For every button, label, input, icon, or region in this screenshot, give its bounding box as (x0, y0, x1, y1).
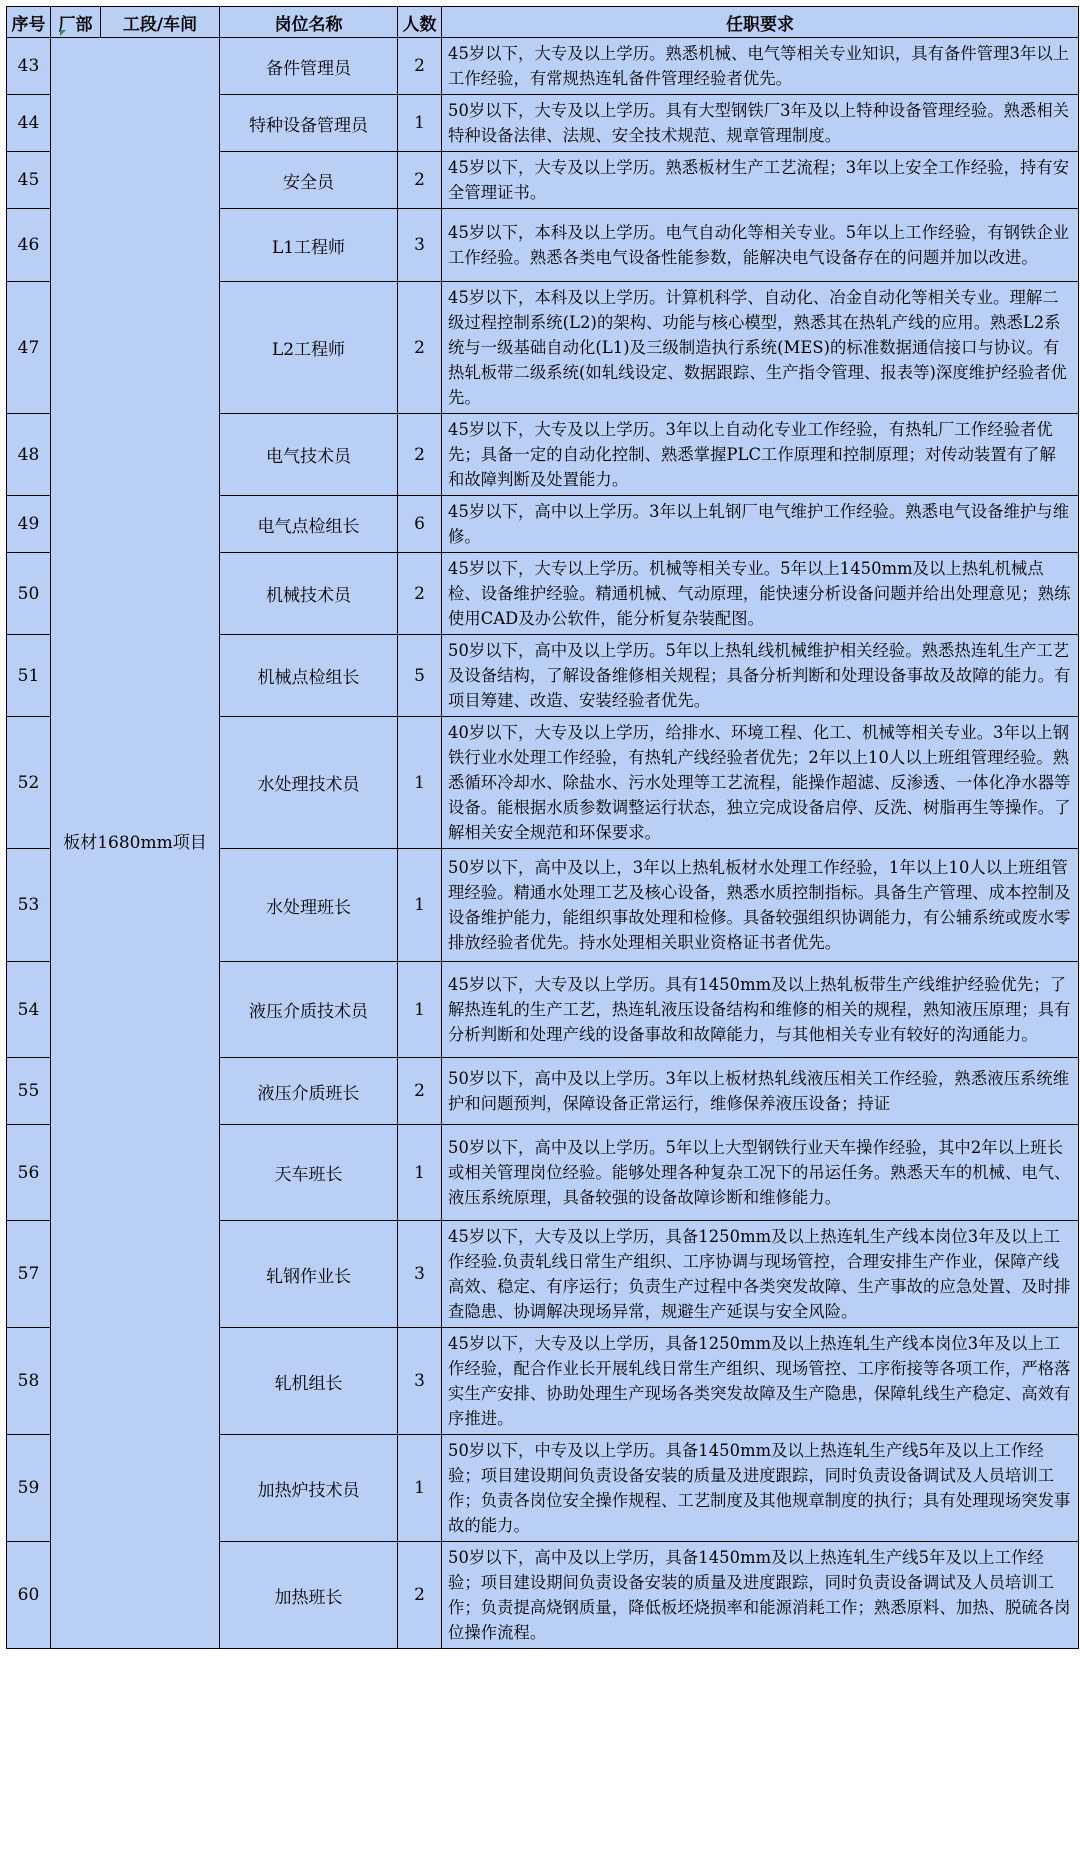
row-number: 43 (7, 38, 51, 95)
row-number: 51 (7, 635, 51, 717)
headcount: 2 (398, 414, 442, 496)
row-number: 49 (7, 496, 51, 553)
position-name: 天车班长 (220, 1125, 398, 1221)
job-requirement: 45岁以下，大专以上学历。机械等相关专业。5年以上1450mm及以上热轧机械点检、设备维护经验。精通机械、气动原理，能快速分析设备问题并给出处理意见；熟练使用CAD及办公软件，能分析复杂装配图。 (442, 553, 1079, 635)
headcount: 1 (398, 95, 442, 152)
row-number: 56 (7, 1125, 51, 1221)
job-requirement: 45岁以下，大专及以上学历。3年以上自动化专业工作经验，有热轧厂工作经验者优先；具备一定的自动化控制、熟悉掌握PLC工作原理和控制原理；对传动装置有了解和故障判断及处置能力。 (442, 414, 1079, 496)
headcount: 5 (398, 635, 442, 717)
row-number: 52 (7, 717, 51, 849)
position-name: 加热炉技术员 (220, 1435, 398, 1542)
row-number: 50 (7, 553, 51, 635)
row-number: 55 (7, 1058, 51, 1125)
row-number: 58 (7, 1328, 51, 1435)
headcount: 2 (398, 152, 442, 209)
header-count: 人数 (398, 7, 442, 38)
row-number: 59 (7, 1435, 51, 1542)
headcount: 1 (398, 717, 442, 849)
headcount: 2 (398, 38, 442, 95)
row-number: 54 (7, 962, 51, 1058)
header-row (7, 7, 1079, 38)
table-row (7, 38, 1079, 95)
job-requirement: 45岁以下，大专及以上学历。具有1450mm及以上热轧板带生产线维护经验优先；了解热连轧的生产工艺，热连轧液压设备结构和维修的相关的规程，熟知液压原理；具有分析判断和处理产线的设备事故和故障能力，与其他相关专业有较好的沟通能力。 (442, 962, 1079, 1058)
job-requirement: 45岁以下，本科及以上学历。电气自动化等相关专业。5年以上工作经验，有钢铁企业工作经验。熟悉各类电气设备性能参数，能解决电气设备存在的问题并加以改进。 (442, 209, 1079, 282)
department-cell: 板材1680mm项目 (51, 38, 220, 1649)
position-name: 特种设备管理员 (220, 95, 398, 152)
job-requirement: 50岁以下，高中及以上，3年以上热轧板材水处理工作经验，1年以上10人以上班组管理经验。精通水处理工艺及核心设备，熟悉水质控制指标。具备生产管理、成本控制及设备维护能力，能组织事故处理和检修。具备较强组织协调能力，有公辅系统或废水零排放经验者优先。持水处理相关职业资格证书者优先。 (442, 849, 1079, 962)
headcount: 1 (398, 962, 442, 1058)
row-number: 47 (7, 282, 51, 414)
position-name: L2工程师 (220, 282, 398, 414)
recruitment-table (6, 6, 1079, 1649)
headcount: 2 (398, 1542, 442, 1649)
position-name: 液压介质班长 (220, 1058, 398, 1125)
job-requirement: 45岁以下，大专及以上学历，具备1250mm及以上热连轧生产线本岗位3年及以上工作经验，配合作业长开展轧线日常生产组织、现场管控、工序衔接等各项工作，严格落实生产安排、协助处理生产现场各类突发故障及生产隐患，保障轧线生产稳定、高效有序推进。 (442, 1328, 1079, 1435)
job-requirement: 45岁以下，本科及以上学历。计算机科学、自动化、冶金自动化等相关专业。理解二级过程控制系统(L2)的架构、功能与核心模型，熟悉其在热轧产线的应用。熟悉L2系统与一级基础自动化(L1)及三级制造执行系统(MES)的标准数据通信接口与协议。有热轧板带二级系统(如轧线设定、数据跟踪、生产指令管理、报表等)深度维护经验者优先。 (442, 282, 1079, 414)
job-requirement: 45岁以下，大专及以上学历。熟悉板材生产工艺流程；3年以上安全工作经验，持有安全管理证书。 (442, 152, 1079, 209)
headcount: 1 (398, 1435, 442, 1542)
row-number: 60 (7, 1542, 51, 1649)
header-workshop: 工段/车间 (101, 7, 220, 38)
position-name: 液压介质技术员 (220, 962, 398, 1058)
cell-error-indicator (60, 30, 66, 36)
job-requirement: 50岁以下，高中及以上学历。5年以上热轧线机械维护相关经验。熟悉热连轧生产工艺及设备结构，了解设备维修相关规程；具备分析判断和处理设备事故及故障的能力。有项目筹建、改造、安装经验者优先。 (442, 635, 1079, 717)
headcount: 3 (398, 1221, 442, 1328)
job-requirement: 45岁以下，大专及以上学历，具备1250mm及以上热连轧生产线本岗位3年及以上工作经验.负责轧线日常生产组织、工序协调与现场管控，合理安排生产作业，保障产线高效、稳定、有序运行；负责生产过程中各类突发故障、生产事故的应急处置、及时排查隐患、协调解决现场异常，规避生产延误与安全风险。 (442, 1221, 1079, 1328)
headcount: 1 (398, 849, 442, 962)
position-name: 机械技术员 (220, 553, 398, 635)
job-requirement: 50岁以下，中专及以上学历。具备1450mm及以上热连轧生产线5年及以上工作经验；项目建设期间负责设备安装的质量及进度跟踪，同时负责设备调试及人员培训工作；负责各岗位安全操作规程、工艺制度及其他规章制度的执行；具有处理现场突发事故的能力。 (442, 1435, 1079, 1542)
position-name: 水处理班长 (220, 849, 398, 962)
position-name: 水处理技术员 (220, 717, 398, 849)
headcount: 2 (398, 553, 442, 635)
position-name: 轧钢作业长 (220, 1221, 398, 1328)
job-requirement: 50岁以下，高中及以上学历，具备1450mm及以上热连轧生产线5年及以上工作经验；项目建设期间负责设备安装的质量及进度跟踪，同时负责设备调试及人员培训工作；负责提高烧钢质量，降低板坯烧损率和能源消耗工作；熟悉原料、加热、脱硫各岗位操作流程。 (442, 1542, 1079, 1649)
header-requirement: 任职要求 (442, 7, 1079, 38)
position-name: 备件管理员 (220, 38, 398, 95)
position-name: 机械点检组长 (220, 635, 398, 717)
row-number: 48 (7, 414, 51, 496)
job-requirement: 45岁以下，高中以上学历。3年以上轧钢厂电气维护工作经验。熟悉电气设备维护与维修。 (442, 496, 1079, 553)
row-number: 45 (7, 152, 51, 209)
job-requirement: 50岁以下，高中及以上学历。3年以上板材热轧线液压相关工作经验，熟悉液压系统维护和问题预判，保障设备正常运行，维修保养液压设备；持证 (442, 1058, 1079, 1125)
headcount: 3 (398, 209, 442, 282)
job-requirement: 50岁以下，大专及以上学历。具有大型钢铁厂3年及以上特种设备管理经验。熟悉相关特种设备法律、法规、安全技术规范、规章管理制度。 (442, 95, 1079, 152)
row-number: 44 (7, 95, 51, 152)
job-requirement: 45岁以下，大专及以上学历。熟悉机械、电气等相关专业知识，具有备件管理3年以上工作经验，有常规热连轧备件管理经验者优先。 (442, 38, 1079, 95)
row-number: 57 (7, 1221, 51, 1328)
job-requirement: 40岁以下，大专及以上学历，给排水、环境工程、化工、机械等相关专业。3年以上钢铁行业水处理工作经验，有热轧产线经验者优先；2年以上10人以上班组管理经验。熟悉循环冷却水、除盐水、污水处理等工艺流程，能操作超滤、反渗透、一体化净水器等设备。能根据水质参数调整运行状态，独立完成设备启停、反洗、树脂再生等操作。了解相关安全规范和环保要求。 (442, 717, 1079, 849)
position-name: 轧机组长 (220, 1328, 398, 1435)
headcount: 1 (398, 1125, 442, 1221)
header-factory: 厂部 (51, 7, 101, 38)
job-requirement: 50岁以下，高中及以上学历。5年以上大型钢铁行业天车操作经验，其中2年以上班长或相关管理岗位经验。能够处理各种复杂工况下的吊运任务。熟悉天车的机械、电气、液压系统原理，具备较强的设备故障诊断和维修能力。 (442, 1125, 1079, 1221)
position-name: 电气点检组长 (220, 496, 398, 553)
headcount: 2 (398, 1058, 442, 1125)
position-name: 加热班长 (220, 1542, 398, 1649)
position-name: L1工程师 (220, 209, 398, 282)
headcount: 3 (398, 1328, 442, 1435)
position-name: 电气技术员 (220, 414, 398, 496)
row-number: 53 (7, 849, 51, 962)
headcount: 6 (398, 496, 442, 553)
header-position: 岗位名称 (220, 7, 398, 38)
row-number: 46 (7, 209, 51, 282)
header-num: 序号 (7, 7, 51, 38)
position-name: 安全员 (220, 152, 398, 209)
headcount: 2 (398, 282, 442, 414)
